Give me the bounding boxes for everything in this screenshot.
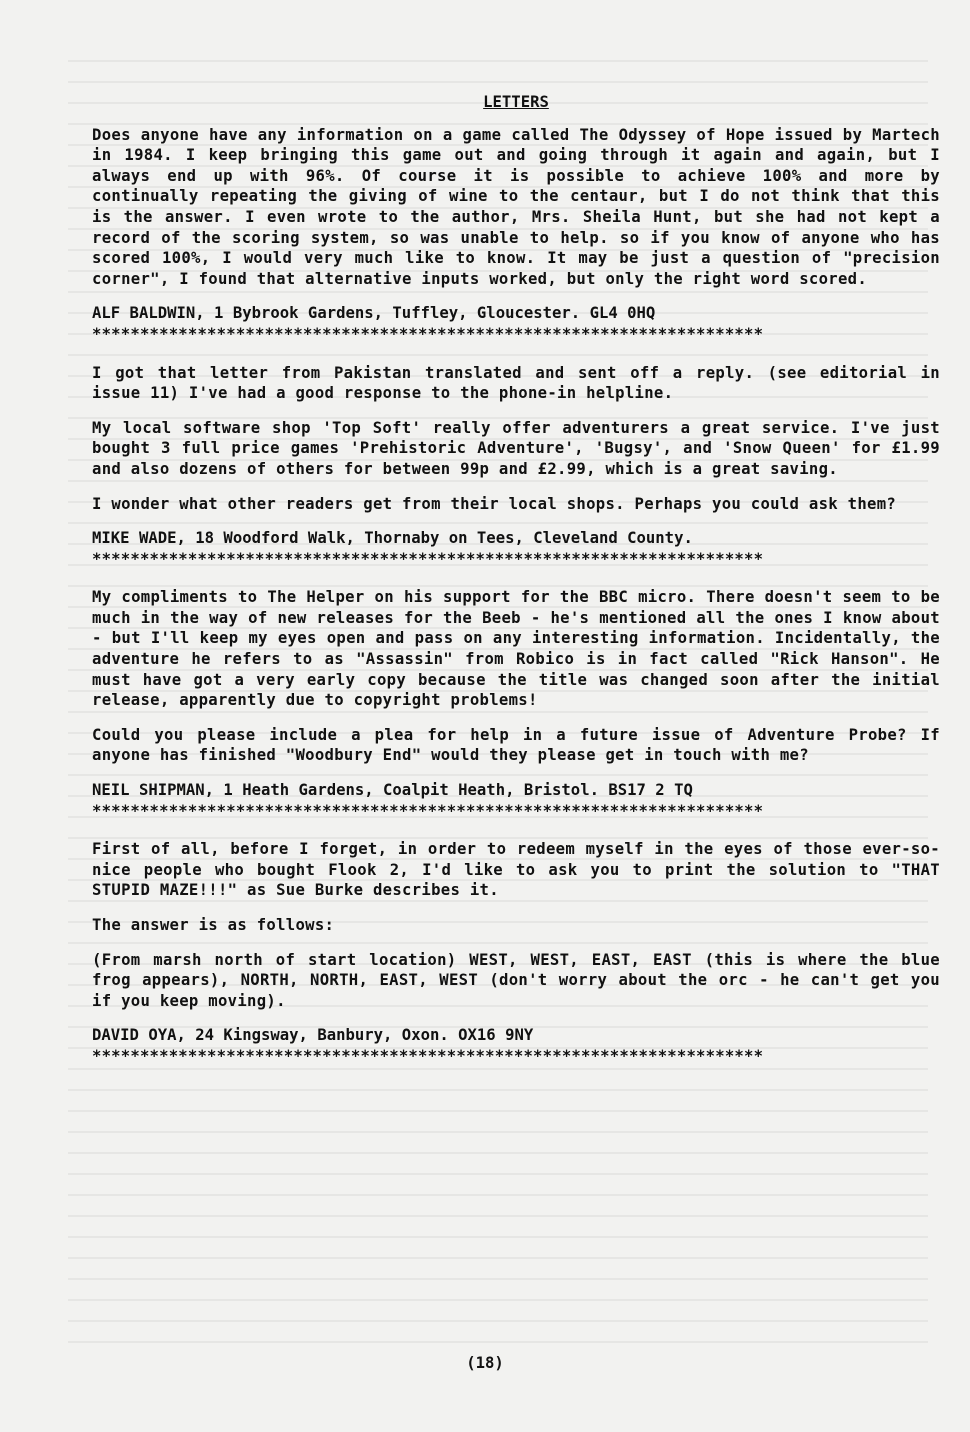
letter-signature: NEIL SHIPMAN, 1 Heath Gardens, Coalpit Heath, Bristol. BS17 2 TQ <box>92 781 693 800</box>
letter-4 <box>92 839 940 1066</box>
letter-paragraph: Does anyone have any information on a game called The Odyssey of Hope issued by Martech in 1984. I keep bringing this game out and going through it again and again, but I always end up with 96%. Of course it is possible to achieve 100% and more by continually repeating the giving of wine to the centaur, but I do not think that this is the answer. I even wrote to the author, Mrs. Sheila Hunt, but she had not kept a record of the scoring system, so was unable to help. so if you know of anyone who has scored 100%, I would very much like to know. It may be just a question of "precision corner", I found that alternative inputs worked, but only the right word scored. <box>92 125 940 288</box>
page-title: LETTERS <box>483 93 549 111</box>
separator: ********************************************************************** <box>92 801 764 820</box>
letter-1 <box>92 125 940 345</box>
letter-paragraph: I wonder what other readers get from their local shops. Perhaps you could ask them? <box>92 494 897 513</box>
letter-2 <box>92 363 940 570</box>
letter-paragraph: My compliments to The Helper on his support for the BBC micro. There doesn't seem to be much in the way of new releases for the Beeb - he's mentioned all the ones I know about - but I'll keep my eyes open and pass on any interesting information. Incidentally, the adventure he refers to as "Assassin" from Robico is in fact called "Rick Hanson". He must have got a very early copy because the title was changed soon after the initial release, apparently due to copyright problems! <box>92 588 940 710</box>
letters-page <box>92 92 940 1085</box>
letter-signature: ALF BALDWIN, 1 Bybrook Gardens, Tuffley, Gloucester. GL4 0HQ <box>92 304 656 323</box>
separator: ********************************************************************** <box>92 549 764 568</box>
page-number: (18) <box>466 1354 504 1372</box>
separator: ********************************************************************** <box>92 324 764 343</box>
letter-paragraph: First of all, before I forget, in order to redeem myself in the eyes of those ever-so-nice people who bought Flook 2, I'd like to ask you to print the solution to "THAT STUPID MAZE!!!" as Sue Burke describes it. <box>92 840 940 900</box>
letter-paragraph: (From marsh north of start location) WEST, WEST, EAST, EAST (this is where the blue frog appears), NORTH, NORTH, EAST, WEST (don't worry about the orc - he can't get you if you keep moving). <box>92 950 940 1010</box>
letter-paragraph: Could you please include a plea for help in a future issue of Adventure Probe? If anyone has finished "Woodbury End" would they please get in touch with me? <box>92 725 940 765</box>
letter-paragraph: The answer is as follows: <box>92 916 335 934</box>
letter-3 <box>92 587 940 821</box>
letter-paragraph: My local software shop 'Top Soft' really offer adventurers a great service. I've just bought 3 full price games 'Prehistoric Adventure', 'Bugsy', and 'Snow Queen' for £1.99 and also dozens of others for between 99p and £2.99, which is a great saving. <box>92 418 940 478</box>
letter-paragraph: I got that letter from Pakistan translated and sent off a reply. (see editorial in issue 11) I've had a good response to the phone-in helpline. <box>92 363 940 403</box>
letter-signature: MIKE WADE, 18 Woodford Walk, Thornaby on Tees, Cleveland County. <box>92 529 693 548</box>
separator: ********************************************************************** <box>92 1046 764 1065</box>
letter-signature: DAVID OYA, 24 Kingsway, Banbury, Oxon. OX16 9NY <box>92 1026 534 1045</box>
